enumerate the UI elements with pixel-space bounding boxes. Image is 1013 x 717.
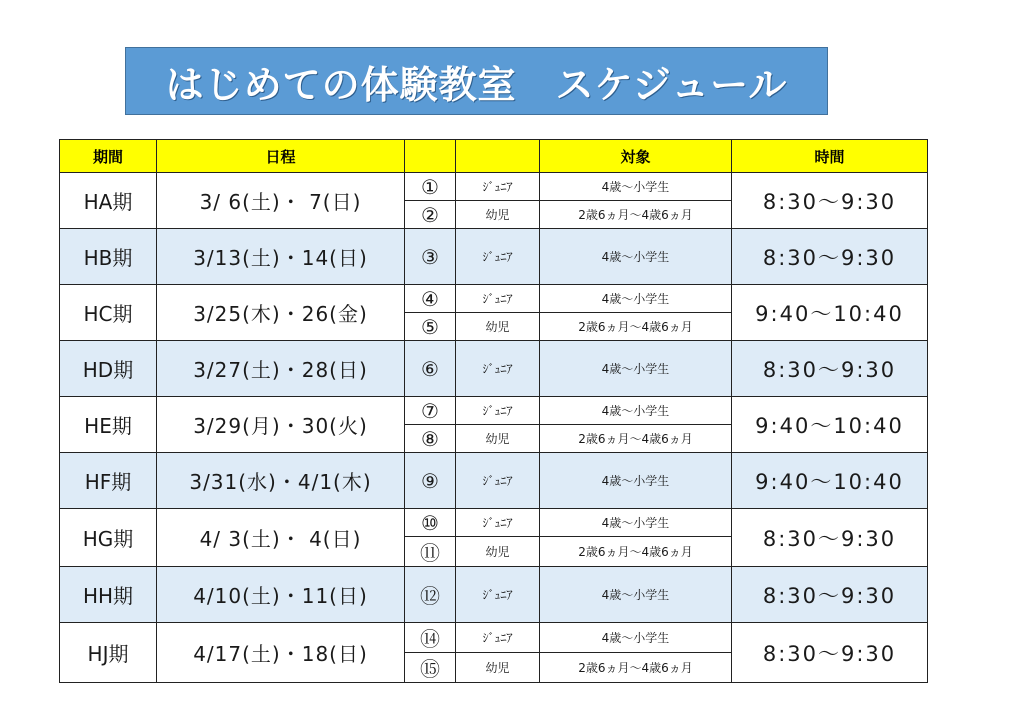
session-number: ③ — [405, 229, 456, 285]
session-number: ⑥ — [405, 341, 456, 397]
target-cell: ｼﾞｭﾆｱ — [456, 509, 540, 537]
target-cell: ｼﾞｭﾆｱ — [456, 567, 540, 623]
target-cell: 幼児 — [456, 425, 540, 453]
target-cell: 幼児 — [456, 201, 540, 229]
session-number: ⑫ — [405, 567, 456, 623]
period-cell: HH期 — [60, 567, 157, 623]
session-number: ⑭ — [405, 623, 456, 653]
period-cell: HF期 — [60, 453, 157, 509]
table-row — [60, 453, 928, 509]
page-title: はじめての体験教室 スケジュール — [165, 62, 788, 107]
time-cell: 8:30〜9:30 — [732, 623, 928, 683]
session-number: ⑩ — [405, 509, 456, 537]
age-cell: 4歳〜小学生 — [540, 397, 732, 425]
age-cell: 4歳〜小学生 — [540, 173, 732, 201]
dates-cell: 3/13(土)・14(日) — [157, 229, 405, 285]
table-row — [60, 567, 928, 623]
time-cell: 9:40〜10:40 — [732, 397, 928, 453]
table-row — [60, 285, 928, 313]
target-cell: ｼﾞｭﾆｱ — [456, 285, 540, 313]
target-cell: ｼﾞｭﾆｱ — [456, 341, 540, 397]
time-cell: 8:30〜9:30 — [732, 341, 928, 397]
age-cell: 2歳6ヵ月〜4歳6ヵ月 — [540, 313, 732, 341]
dates-cell: 3/27(土)・28(日) — [157, 341, 405, 397]
time-cell: 8:30〜9:30 — [732, 567, 928, 623]
dates-cell: 3/29(月)・30(火) — [157, 397, 405, 453]
title-banner — [125, 47, 828, 115]
age-cell: 2歳6ヵ月〜4歳6ヵ月 — [540, 425, 732, 453]
header-period: 期間 — [60, 140, 157, 173]
table-row — [60, 509, 928, 537]
header-target — [456, 140, 540, 173]
table-row — [60, 397, 928, 425]
target-cell: ｼﾞｭﾆｱ — [456, 229, 540, 285]
period-cell: HG期 — [60, 509, 157, 567]
period-cell: HA期 — [60, 173, 157, 229]
table-row — [60, 623, 928, 653]
session-number: ⑤ — [405, 313, 456, 341]
age-cell: 2歳6ヵ月〜4歳6ヵ月 — [540, 201, 732, 229]
age-cell: 4歳〜小学生 — [540, 341, 732, 397]
dates-cell: 3/25(木)・26(金) — [157, 285, 405, 341]
dates-cell: 4/ 3(土)・ 4(日) — [157, 509, 405, 567]
age-cell: 4歳〜小学生 — [540, 567, 732, 623]
header-num — [405, 140, 456, 173]
time-cell: 9:40〜10:40 — [732, 453, 928, 509]
target-cell: 幼児 — [456, 313, 540, 341]
age-cell: 2歳6ヵ月〜4歳6ヵ月 — [540, 653, 732, 683]
time-cell: 9:40〜10:40 — [732, 285, 928, 341]
session-number: ⑮ — [405, 653, 456, 683]
dates-cell: 3/31(水)・4/1(木) — [157, 453, 405, 509]
table-row — [60, 229, 928, 285]
target-cell: 幼児 — [456, 537, 540, 567]
age-cell: 4歳〜小学生 — [540, 229, 732, 285]
session-number: ⑧ — [405, 425, 456, 453]
schedule-table — [59, 139, 928, 683]
period-cell: HC期 — [60, 285, 157, 341]
period-cell: HD期 — [60, 341, 157, 397]
target-cell: ｼﾞｭﾆｱ — [456, 173, 540, 201]
dates-cell: 4/10(土)・11(日) — [157, 567, 405, 623]
session-number: ⑪ — [405, 537, 456, 567]
age-cell: 4歳〜小学生 — [540, 509, 732, 537]
age-cell: 2歳6ヵ月〜4歳6ヵ月 — [540, 537, 732, 567]
header-time: 時間 — [732, 140, 928, 173]
session-number: ② — [405, 201, 456, 229]
dates-cell: 3/ 6(土)・ 7(日) — [157, 173, 405, 229]
target-cell: ｼﾞｭﾆｱ — [456, 397, 540, 425]
header-age: 対象 — [540, 140, 732, 173]
table-row — [60, 173, 928, 201]
session-number: ⑨ — [405, 453, 456, 509]
time-cell: 8:30〜9:30 — [732, 173, 928, 229]
age-cell: 4歳〜小学生 — [540, 623, 732, 653]
target-cell: 幼児 — [456, 653, 540, 683]
dates-cell: 4/17(土)・18(日) — [157, 623, 405, 683]
table-row — [60, 341, 928, 397]
header-dates: 日程 — [157, 140, 405, 173]
target-cell: ｼﾞｭﾆｱ — [456, 453, 540, 509]
time-cell: 8:30〜9:30 — [732, 509, 928, 567]
session-number: ⑦ — [405, 397, 456, 425]
age-cell: 4歳〜小学生 — [540, 285, 732, 313]
time-cell: 8:30〜9:30 — [732, 229, 928, 285]
target-cell: ｼﾞｭﾆｱ — [456, 623, 540, 653]
period-cell: HB期 — [60, 229, 157, 285]
period-cell: HE期 — [60, 397, 157, 453]
session-number: ① — [405, 173, 456, 201]
period-cell: HJ期 — [60, 623, 157, 683]
session-number: ④ — [405, 285, 456, 313]
header-row — [60, 140, 928, 173]
age-cell: 4歳〜小学生 — [540, 453, 732, 509]
